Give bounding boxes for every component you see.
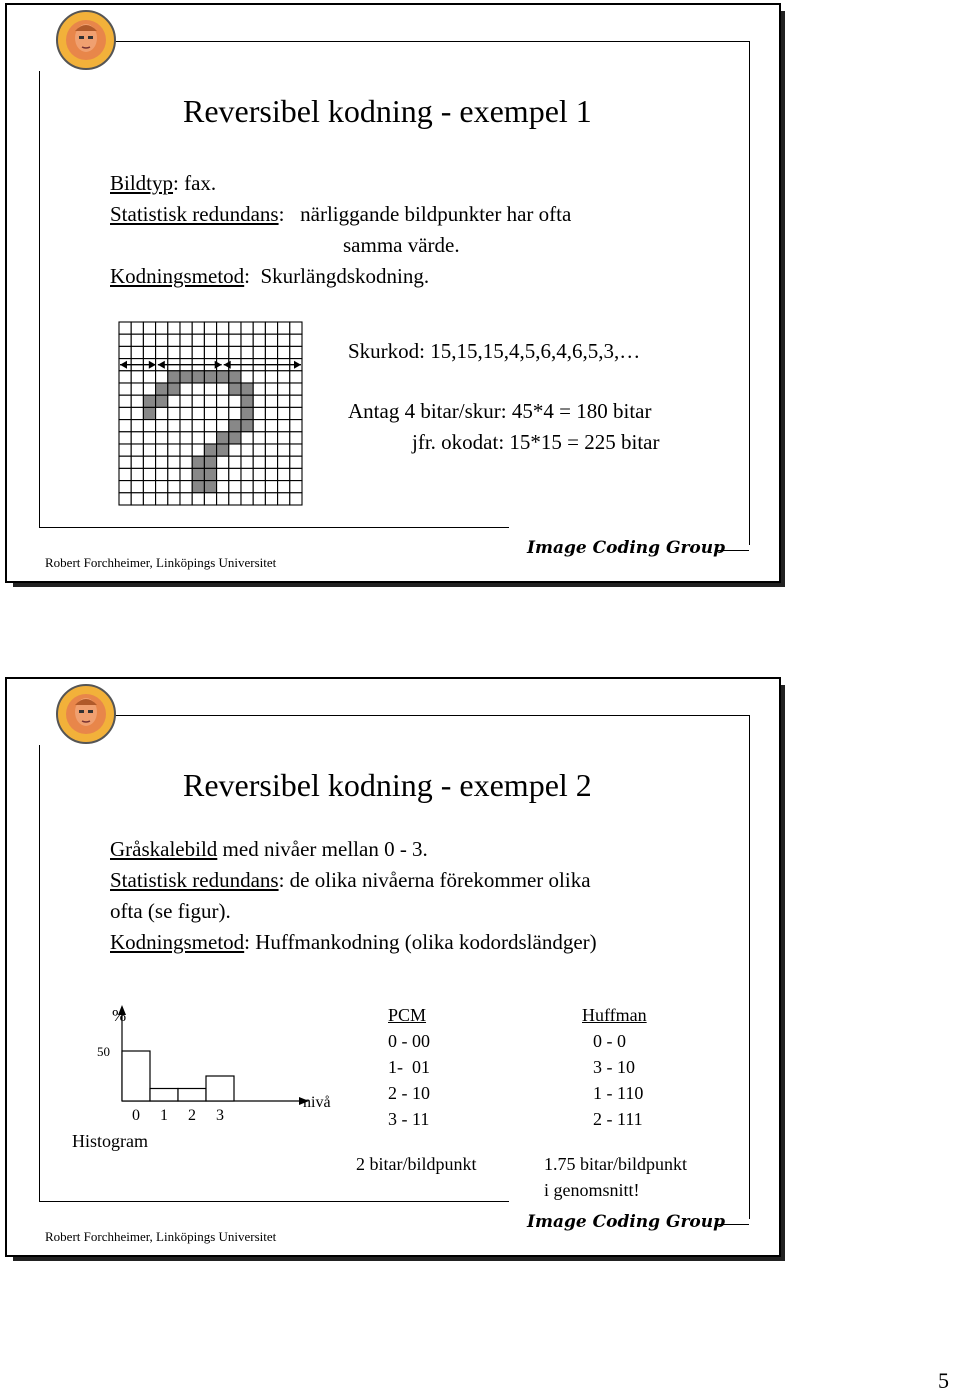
pixel	[143, 493, 155, 505]
pixel	[278, 334, 290, 346]
pixel	[119, 420, 131, 432]
pixel	[241, 493, 253, 505]
pixel	[265, 383, 277, 395]
pixel	[192, 334, 204, 346]
pixel	[290, 493, 302, 505]
pixel	[204, 407, 216, 419]
pixel	[229, 395, 241, 407]
frame-line-top	[95, 41, 749, 42]
pcm-rate: 2 bitar/bildpunkt	[356, 1154, 477, 1174]
pixel	[156, 346, 168, 358]
frame-line-top	[95, 715, 749, 716]
pixel	[217, 420, 229, 432]
pixel	[119, 456, 131, 468]
filled-pixel	[204, 444, 216, 456]
pixel	[143, 371, 155, 383]
pixel	[265, 395, 277, 407]
pixel	[156, 456, 168, 468]
pixel	[156, 468, 168, 480]
pixel	[290, 334, 302, 346]
pixel	[143, 468, 155, 480]
footer-group-logo: Image Coding Group	[527, 1212, 726, 1232]
metod-label: Kodningsmetod	[110, 264, 245, 288]
pixel	[241, 456, 253, 468]
pixel	[290, 456, 302, 468]
pixel	[278, 322, 290, 334]
pixel	[119, 481, 131, 493]
footer-group-logo: Image Coding Group	[527, 538, 726, 558]
pixel	[241, 334, 253, 346]
pixel	[290, 468, 302, 480]
pixel	[192, 444, 204, 456]
pixel	[119, 407, 131, 419]
pixel	[217, 493, 229, 505]
skurkod-text: Skurkod: 15,15,15,4,5,6,4,6,5,3,…	[348, 339, 641, 363]
filled-pixel	[204, 468, 216, 480]
x-tick-label: 2	[188, 1107, 196, 1124]
redundans-line	[110, 202, 571, 227]
metod-line	[110, 264, 429, 289]
filled-pixel	[192, 456, 204, 468]
y-tick-label: 50	[97, 1044, 110, 1059]
pixel	[156, 371, 168, 383]
pixel	[156, 444, 168, 456]
pixel	[180, 444, 192, 456]
frame-line-bottom	[39, 1201, 509, 1202]
pixel	[180, 456, 192, 468]
pixel	[156, 334, 168, 346]
pixel	[241, 432, 253, 444]
pixel	[168, 493, 180, 505]
pixel	[180, 493, 192, 505]
pixel	[265, 407, 277, 419]
pixel	[180, 383, 192, 395]
pixel	[168, 432, 180, 444]
slide-title: Reversibel kodning - exempel 2	[183, 767, 592, 803]
filled-pixel	[229, 420, 241, 432]
huffman-row: 1 - 110	[593, 1083, 644, 1103]
pixel	[278, 468, 290, 480]
pixel	[192, 346, 204, 358]
pixel	[192, 383, 204, 395]
x-tick-label: 3	[216, 1107, 224, 1124]
pixel	[204, 322, 216, 334]
redundans-value: : närliggande bildpunkter har ofta	[278, 202, 572, 226]
pixel	[180, 407, 192, 419]
redundans-label: Statistisk redundans	[110, 868, 279, 892]
bildtyp-value: : fax.	[173, 171, 217, 195]
pixel	[119, 322, 131, 334]
pixel	[119, 444, 131, 456]
pixel	[180, 420, 192, 432]
pixel	[290, 322, 302, 334]
grayscale-value: med nivåer mellan 0 - 3.	[217, 837, 428, 861]
filled-pixel	[229, 432, 241, 444]
pixel	[253, 334, 265, 346]
filled-pixel	[241, 395, 253, 407]
pixel	[278, 383, 290, 395]
filled-pixel	[241, 407, 253, 419]
filled-pixel	[241, 383, 253, 395]
pixel	[204, 432, 216, 444]
huffman-rate: 1.75 bitar/bildpunkt	[544, 1154, 687, 1174]
pixel	[192, 432, 204, 444]
pixel	[278, 371, 290, 383]
filled-pixel	[217, 371, 229, 383]
pixel	[131, 407, 143, 419]
pixel	[265, 456, 277, 468]
pixel	[217, 322, 229, 334]
filled-pixel	[143, 407, 155, 419]
pixel	[217, 383, 229, 395]
pixel	[253, 346, 265, 358]
pixel	[131, 395, 143, 407]
huffman-row: 0 - 0	[593, 1031, 626, 1051]
pixel	[119, 493, 131, 505]
pixel	[131, 322, 143, 334]
pixel	[253, 481, 265, 493]
filled-pixel	[217, 432, 229, 444]
histogram-bar	[206, 1076, 234, 1101]
pixel	[180, 468, 192, 480]
pixel	[131, 444, 143, 456]
pixel	[131, 420, 143, 432]
pixel	[265, 371, 277, 383]
pixel	[278, 456, 290, 468]
pixel	[143, 383, 155, 395]
pixel	[278, 346, 290, 358]
pixel	[290, 371, 302, 383]
pixel	[119, 346, 131, 358]
histogram-caption: Histogram	[72, 1131, 148, 1151]
pixel	[229, 407, 241, 419]
slide-title: Reversibel kodning - exempel 1	[183, 93, 592, 129]
pixel	[253, 322, 265, 334]
metod-value: : Skurlängdskodning.	[244, 264, 430, 288]
pixel	[168, 468, 180, 480]
filled-pixel	[217, 444, 229, 456]
pixel	[131, 468, 143, 480]
pixel	[168, 420, 180, 432]
filled-pixel	[229, 383, 241, 395]
pixel	[253, 407, 265, 419]
pixel	[278, 444, 290, 456]
pixel	[265, 334, 277, 346]
pixel	[168, 407, 180, 419]
metod-value: : Huffmankodning (olika kodordsländger)	[244, 930, 597, 954]
grayscale-label: Gråskalebild	[110, 837, 218, 861]
pixel	[180, 395, 192, 407]
pixel	[131, 383, 143, 395]
filled-pixel	[168, 371, 180, 383]
pixel	[204, 395, 216, 407]
pixel	[253, 395, 265, 407]
frame-line-right	[749, 41, 750, 545]
pixel	[131, 371, 143, 383]
pixel	[265, 432, 277, 444]
pixel	[217, 334, 229, 346]
footer-author: Robert Forchheimer, Linköpings Universitet	[45, 1229, 277, 1244]
filled-pixel	[180, 371, 192, 383]
pixel	[265, 468, 277, 480]
pixel	[229, 334, 241, 346]
pixel	[229, 481, 241, 493]
x-tick-label: 0	[132, 1107, 140, 1124]
pixel	[253, 456, 265, 468]
pixel	[253, 383, 265, 395]
y-axis-label: %	[112, 1006, 127, 1025]
pixel	[265, 444, 277, 456]
pcm-header: PCM	[388, 1005, 427, 1025]
pixel	[241, 481, 253, 493]
filled-pixel	[192, 481, 204, 493]
pixel	[253, 444, 265, 456]
filled-pixel	[241, 420, 253, 432]
filled-pixel	[143, 395, 155, 407]
pixel	[119, 383, 131, 395]
pixel	[143, 432, 155, 444]
pixel	[290, 481, 302, 493]
pixel	[253, 420, 265, 432]
histogram-bar	[122, 1051, 150, 1101]
metod-label: Kodningsmetod	[110, 930, 245, 954]
pixel	[119, 371, 131, 383]
pcm-row: 0 - 00	[388, 1031, 430, 1051]
huffman-row: 3 - 10	[593, 1057, 635, 1077]
pixel	[229, 346, 241, 358]
pixel	[143, 456, 155, 468]
filled-pixel	[192, 371, 204, 383]
pixel	[278, 493, 290, 505]
pixel	[241, 444, 253, 456]
slide-1	[5, 3, 781, 583]
university-logo-icon	[55, 9, 117, 71]
pixel	[143, 334, 155, 346]
pixel	[217, 395, 229, 407]
pixel	[241, 346, 253, 358]
pixel	[131, 334, 143, 346]
pixel	[180, 334, 192, 346]
filled-pixel	[204, 371, 216, 383]
pixel	[180, 432, 192, 444]
pixel	[290, 395, 302, 407]
redundans-line	[110, 868, 591, 893]
huffman-header: Huffman	[582, 1005, 647, 1025]
pixel	[265, 346, 277, 358]
pixel	[119, 334, 131, 346]
pixel	[192, 322, 204, 334]
filled-pixel	[192, 468, 204, 480]
pixel	[119, 432, 131, 444]
redundans-value-cont: samma värde.	[343, 233, 460, 257]
huffman-rate-note: i genomsnitt!	[544, 1180, 640, 1200]
pixel	[156, 481, 168, 493]
pixel	[192, 420, 204, 432]
x-tick-label: 1	[160, 1107, 168, 1124]
pixel	[217, 468, 229, 480]
pixel	[253, 432, 265, 444]
huffman-row: 2 - 111	[593, 1109, 643, 1129]
frame-line-left	[39, 71, 40, 527]
pixel	[229, 444, 241, 456]
pixel	[241, 322, 253, 334]
pixel	[204, 383, 216, 395]
filled-pixel	[204, 456, 216, 468]
pixel	[217, 346, 229, 358]
pixel	[180, 346, 192, 358]
pixel	[204, 334, 216, 346]
pixel	[290, 346, 302, 358]
pixel	[119, 395, 131, 407]
redundans-value-cont: ofta (se figur).	[110, 899, 231, 923]
pixel	[192, 493, 204, 505]
histogram-chart	[77, 1001, 347, 1151]
pixel	[180, 322, 192, 334]
pixel	[229, 322, 241, 334]
bildtyp-line	[110, 171, 216, 196]
pixel	[278, 420, 290, 432]
pixel	[131, 493, 143, 505]
pixel	[217, 481, 229, 493]
pixel	[229, 456, 241, 468]
filled-pixel	[156, 383, 168, 395]
pixel	[143, 322, 155, 334]
pixel	[168, 456, 180, 468]
pixel	[131, 346, 143, 358]
pixel	[265, 322, 277, 334]
redundans-label: Statistisk redundans	[110, 202, 279, 226]
pixel	[253, 468, 265, 480]
pixel	[168, 444, 180, 456]
metod-line	[110, 930, 597, 955]
pixel	[156, 322, 168, 334]
pixel	[143, 481, 155, 493]
antag-text: Antag 4 bitar/skur: 45*4 = 180 bitar	[348, 399, 652, 423]
histogram-bar	[178, 1089, 206, 1102]
pixel	[229, 468, 241, 480]
bildtyp-label: Bildtyp	[110, 171, 174, 195]
pixel	[278, 481, 290, 493]
pixel	[156, 420, 168, 432]
pixel	[204, 346, 216, 358]
pcm-row: 3 - 11	[388, 1109, 430, 1129]
pixel	[168, 395, 180, 407]
pixel	[229, 493, 241, 505]
pixel	[156, 493, 168, 505]
filled-pixel	[204, 481, 216, 493]
pixel	[131, 481, 143, 493]
pixel	[217, 407, 229, 419]
pixel	[241, 371, 253, 383]
pixel	[192, 407, 204, 419]
jfr-text: jfr. okodat: 15*15 = 225 bitar	[412, 430, 660, 454]
frame-line-left	[39, 745, 40, 1201]
pcm-row: 1- 01	[388, 1057, 430, 1077]
pixel	[131, 456, 143, 468]
pixel	[290, 383, 302, 395]
x-axis-label: nivå	[303, 1094, 331, 1111]
university-logo-icon	[55, 683, 117, 745]
pcm-row: 2 - 10	[388, 1083, 430, 1103]
pixel	[290, 432, 302, 444]
frame-line-right	[749, 715, 750, 1219]
page-number: 5	[938, 1368, 949, 1393]
pixel	[168, 322, 180, 334]
footer-author: Robert Forchheimer, Linköpings Universitet	[45, 555, 277, 570]
pixel	[119, 468, 131, 480]
pixel	[278, 395, 290, 407]
histogram-bar	[150, 1089, 178, 1102]
pixel	[265, 420, 277, 432]
pixel	[168, 346, 180, 358]
pixel	[168, 481, 180, 493]
pixel	[217, 456, 229, 468]
pixel	[131, 432, 143, 444]
pixel	[290, 407, 302, 419]
filled-pixel	[156, 395, 168, 407]
pixel	[156, 432, 168, 444]
grayscale-line	[110, 837, 428, 862]
filled-pixel	[229, 371, 241, 383]
pixel	[290, 444, 302, 456]
pixel	[143, 444, 155, 456]
pixel	[265, 481, 277, 493]
pixel	[143, 346, 155, 358]
pixel	[253, 371, 265, 383]
pixel	[168, 334, 180, 346]
pixel	[278, 407, 290, 419]
pixel	[156, 407, 168, 419]
pixel	[204, 493, 216, 505]
pixel	[241, 468, 253, 480]
frame-line-bottom	[39, 527, 509, 528]
pixel	[290, 420, 302, 432]
filled-pixel	[168, 383, 180, 395]
pixel	[180, 481, 192, 493]
pixel	[265, 493, 277, 505]
fax-pixel-grid	[118, 321, 304, 507]
pixel	[192, 395, 204, 407]
pixel	[278, 432, 290, 444]
slide-2	[5, 677, 781, 1257]
pixel	[253, 493, 265, 505]
redundans-value: : de olika nivåerna förekommer olika	[278, 868, 591, 892]
pixel	[204, 420, 216, 432]
pixel	[143, 420, 155, 432]
